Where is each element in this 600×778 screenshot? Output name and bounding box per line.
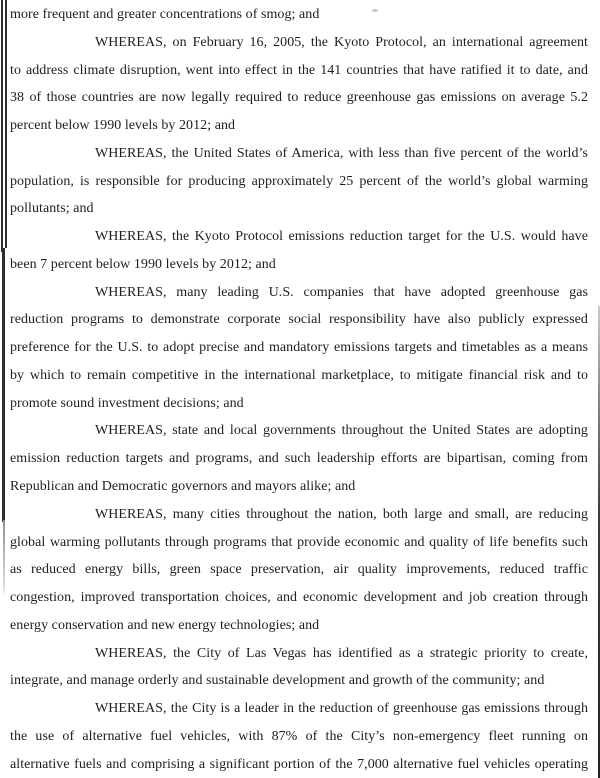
page-left-edge-line-fade: [3, 520, 5, 596]
page-left-edge-line-outer: [1, 0, 3, 252]
document-line: WHEREAS, many cities throughout the nation, both large and small, are reducing: [95, 506, 588, 522]
document-line: WHEREAS, on February 16, 2005, the Kyoto Protocol, an international agreement: [95, 34, 588, 50]
document-line: WHEREAS, state and local governments throughout the United States are adopting: [95, 423, 588, 439]
document-line: alternative fuels and comprising a significant portion of the 7,000 alternative fuel vehicles operating: [10, 756, 588, 772]
page-left-edge-line-inner: [5, 0, 7, 248]
document-text: [10, 0, 588, 778]
document-line: more frequent and greater concentrations of smog; and: [10, 7, 320, 22]
document-line: as reduced energy bills, green space preservation, air quality improvements, reduced traffic: [10, 562, 588, 578]
document-line: the use of alternative fuel vehicles, with 87% of the City’s non-emergency fleet running on: [10, 728, 588, 744]
document-line: been 7 percent below 1990 levels by 2012; and: [10, 256, 276, 272]
document-line: WHEREAS, the United States of America, with less than five percent of the world’s: [95, 145, 588, 161]
document-line: WHEREAS, the City is a leader in the reduction of greenhouse gas emissions through: [95, 701, 588, 717]
document-line: emission reduction targets and programs, and such leadership efforts are bipartisan, coming from: [10, 451, 588, 467]
document-line: promote sound investment decisions; and: [10, 395, 244, 411]
document-line: reduction programs to demonstrate corporate social responsibility have also publicly expressed: [10, 312, 588, 328]
document-line: to address climate disruption, went into effect in the 141 countries that have ratified it to date, and: [10, 62, 588, 78]
document-line: preference for the U.S. to adopt precise and mandatory emissions targets and timetables as a means: [10, 340, 588, 356]
document-line: global warming pollutants through programs that provide economic and quality of life benefits such: [10, 534, 588, 550]
document-line: population, is responsible for producing approximately 25 percent of the world’s global warming: [10, 173, 588, 189]
document-line: congestion, improved transportation choices, and economic development and job creation through: [10, 590, 588, 606]
document-line: WHEREAS, the City of Las Vegas has identified as a strategic priority to create,: [95, 645, 588, 661]
document-line: 38 of those countries are now legally required to reduce greenhouse gas emissions on average 5.2: [10, 90, 588, 106]
document-line: WHEREAS, many leading U.S. companies that have adopted greenhouse gas: [95, 284, 588, 300]
document-line: pollutants; and: [10, 201, 94, 217]
document-line: percent below 1990 levels by 2012; and: [10, 118, 236, 134]
page-left-edge-line-lower: [2, 248, 5, 522]
document-line: by which to remain competitive in the international marketplace, to mitigate financial risk and to: [10, 367, 588, 383]
document-line: Republican and Democratic governors and mayors alike; and: [10, 479, 356, 495]
document-line: WHEREAS, the Kyoto Protocol emissions reduction target for the U.S. would have: [95, 229, 588, 245]
document-line: energy conservation and new energy technologies; and: [10, 617, 320, 633]
document-line: integrate, and manage orderly and sustainable development and growth of the community; and: [10, 673, 545, 689]
